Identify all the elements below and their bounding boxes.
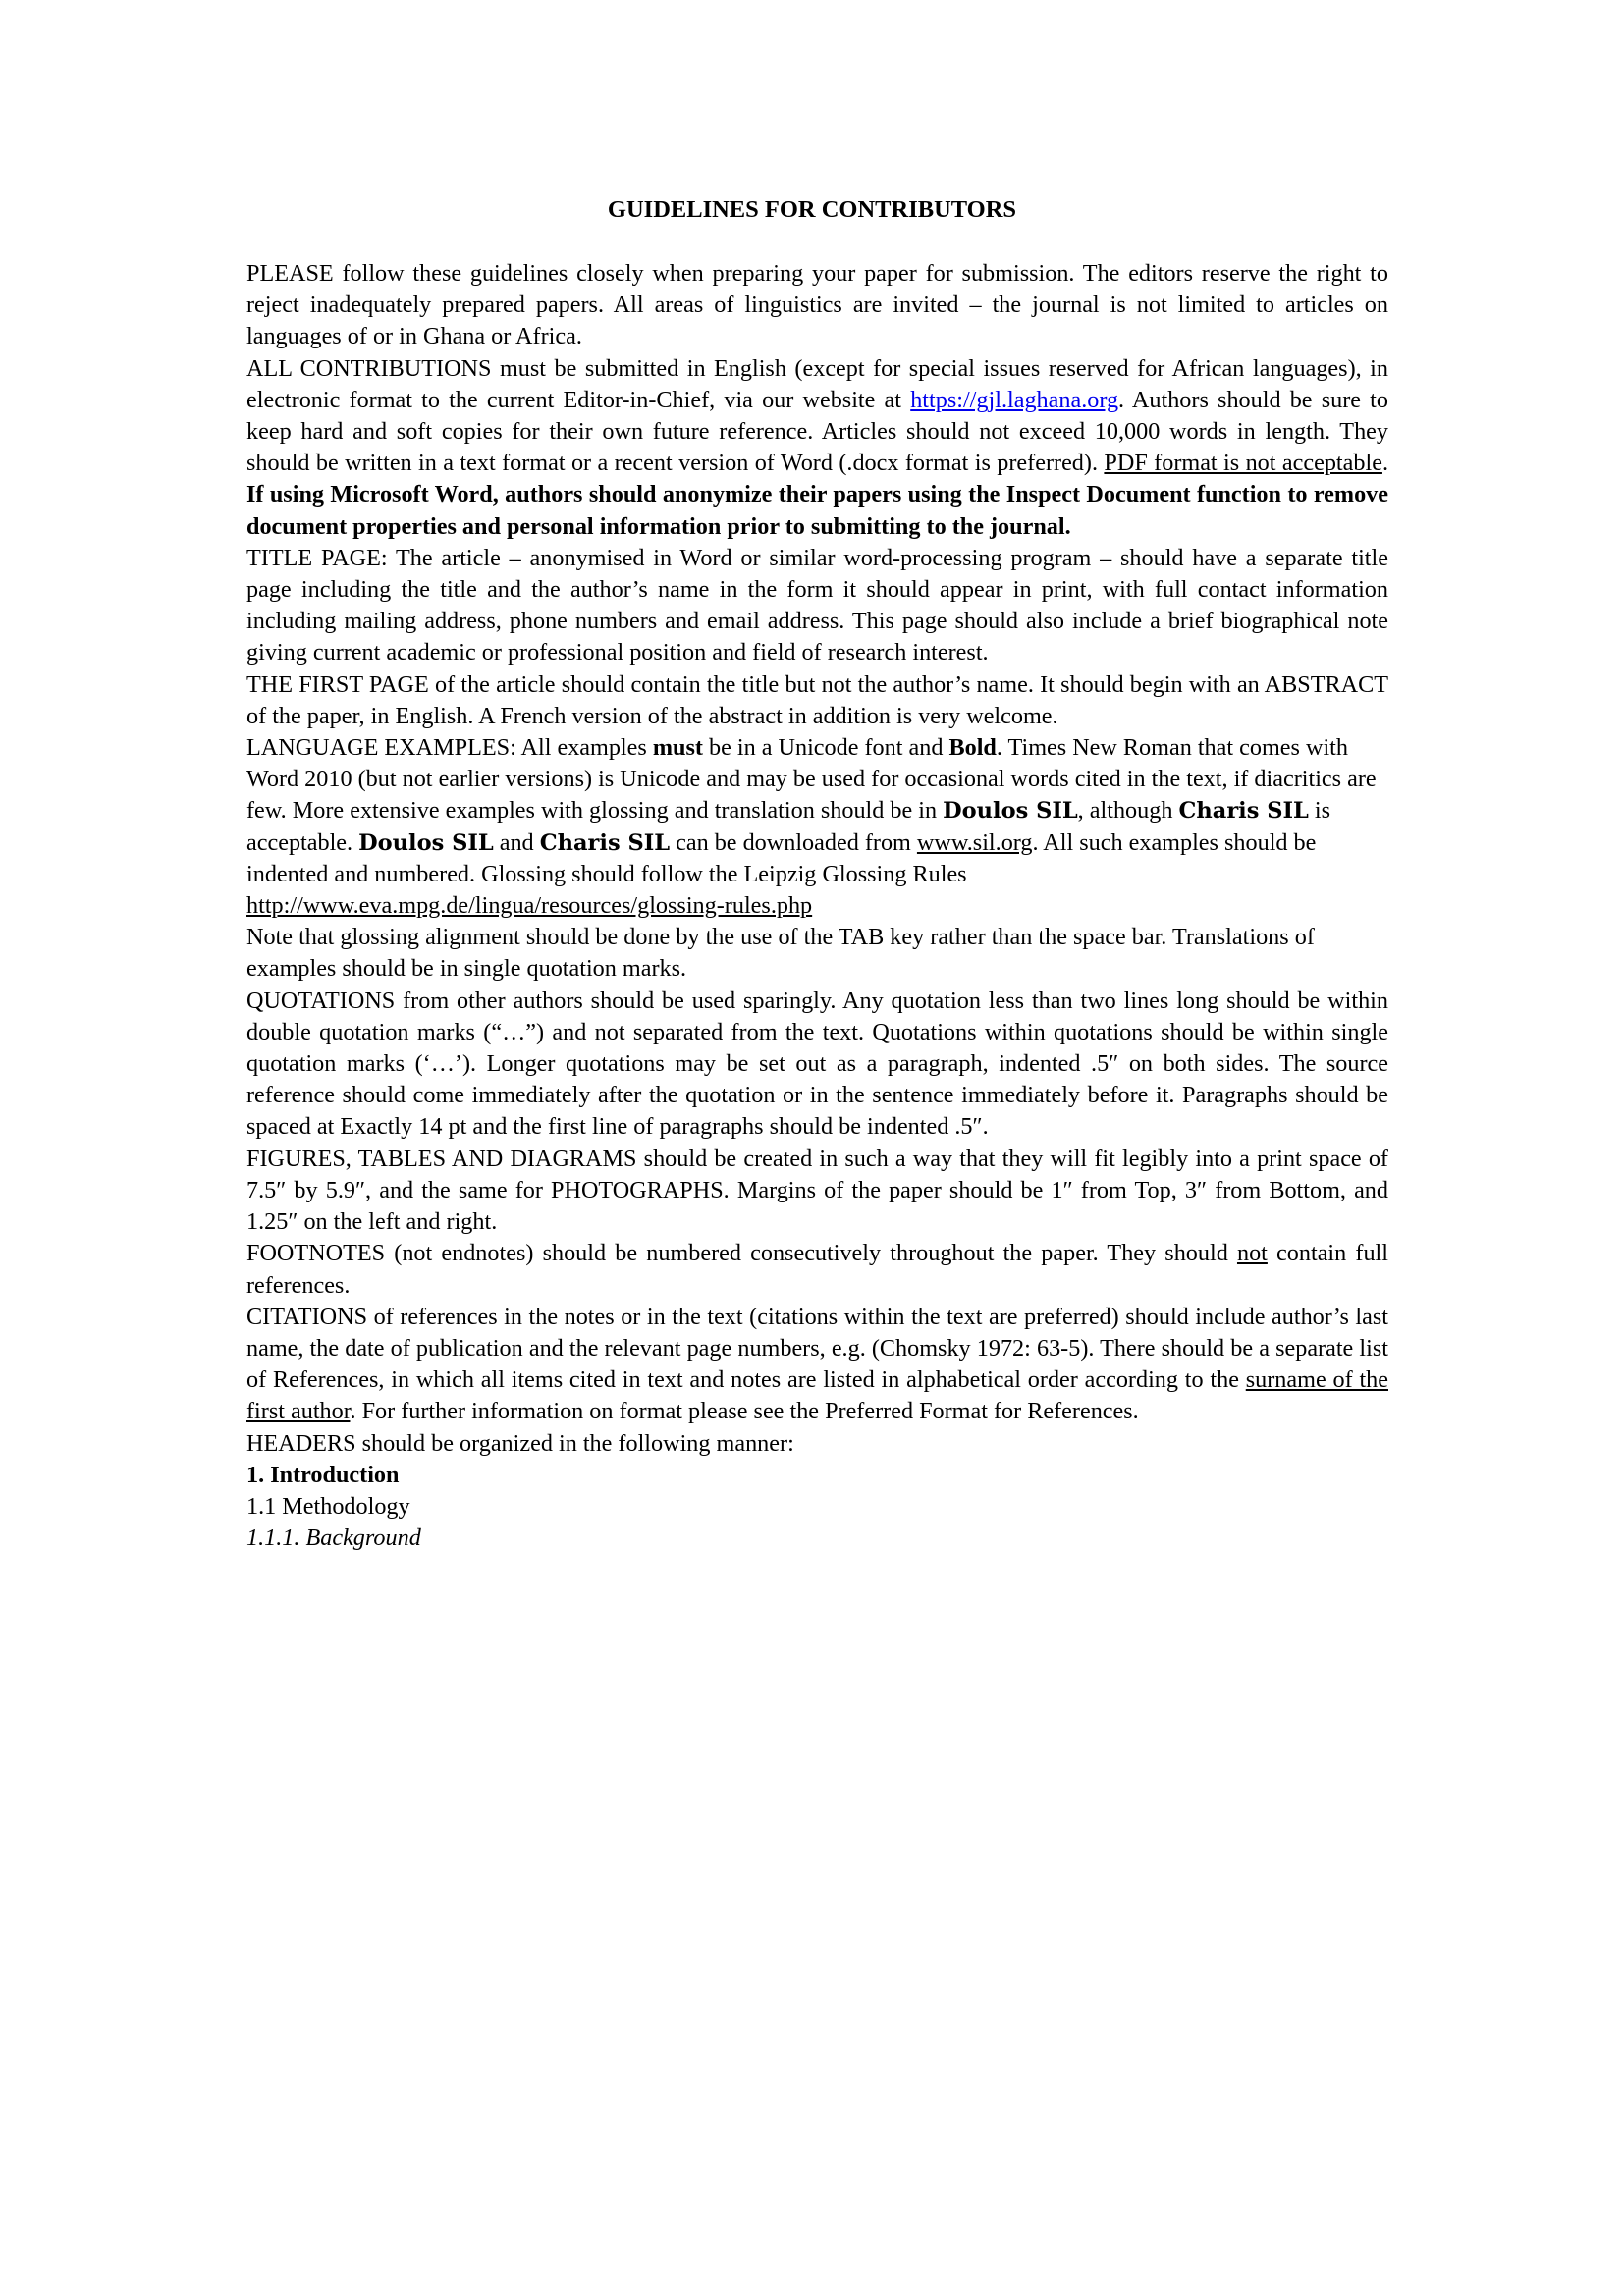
lang-text-7: can be downloaded from (670, 828, 917, 856)
surname-first-author: surname of the first author (246, 1366, 1388, 1425)
font-name-charis: Charis SIL (1178, 798, 1309, 825)
header-example-level-1-text: 1. Introduction (246, 1461, 400, 1488)
contributions-paragraph (246, 353, 1388, 543)
footnotes-text: FOOTNOTES (not endnotes) should be numbered consecutively throughout the paper. They should (246, 1240, 1237, 1267)
glossing-rules-link[interactable]: http://www.eva.mpg.de/lingua/resources/glossing-rules.php (246, 892, 813, 920)
citations-text-2: . For further information on format please see the Preferred Format for References. (350, 1398, 1139, 1425)
page-title: GUIDELINES FOR CONTRIBUTORS (607, 196, 1017, 223)
quotations-paragraph: QUOTATIONS from other authors should be used sparingly. Any quotation less than two lines long should be within double quotation marks (“…”) and not separated from the text. Quotations within quotations should be within single quotation marks (‘…’). Longer quotations may be set out as a paragraph, indented .5″ on both sides. The source reference should come immediately after the quotation or in the sentence immediately before it. Paragraphs should be spaced at Exactly 14 pt and the first line of paragraphs should be indented .5″. (246, 987, 1388, 1141)
lang-text-5: is acceptable. (246, 797, 1330, 856)
header-example-level-1 (246, 1460, 1388, 1491)
pdf-not-acceptable: PDF format is not acceptable (1104, 450, 1382, 477)
first-page-paragraph: THE FIRST PAGE of the article should contain the title but not the author’s name. It should begin with an ABSTRACT of the paper, in English. A French version of the abstract in addition is very welcome. (246, 670, 1388, 729)
headers-paragraph: HEADERS should be organized in the following manner: (246, 1429, 794, 1457)
font-name-doulos: Doulos SIL (943, 798, 1078, 825)
lang-must: must (652, 734, 703, 762)
lang-text-2: be in a Unicode font and (702, 734, 949, 762)
footnotes-paragraph (246, 1238, 1388, 1301)
header-example-level-3 (246, 1522, 1388, 1554)
tab-note-paragraph: Note that glossing alignment should be done by the use of the TAB key rather than the space bar. Translations of examples should be in single quotation marks. (246, 924, 1315, 983)
contributions-text-2: . Authors should be sure to keep hard and soft copies for their own future reference. Articles should not exceed 10,000 words in length. They should be written in a text format or a recent version of Word (.docx format is preferred). (246, 386, 1388, 477)
contributions-text: ALL CONTRIBUTIONS must be submitted in English (except for special issues reserved for African languages), in electronic format to the current Editor-in-Chief, via our website at (246, 354, 1388, 413)
contributions-text-3: . (1381, 450, 1388, 477)
sil-link[interactable]: www.sil.org (916, 828, 1033, 856)
language-examples-paragraph (246, 732, 1388, 922)
guidelines-body (246, 258, 1388, 1554)
lang-text-3: . Times New Roman that comes with Word 2010 (but not earlier versions) is Unicode and may be used for occasional words cited in the text, if diacritics are few. More extensive examples with glossing and translation should be in (246, 734, 1377, 825)
anonymize-notice: If using Microsoft Word, authors should anonymize their papers using the Inspect Document function to remove document properties and personal information prior to submitting to the journal. (246, 481, 1388, 540)
website-link[interactable]: https://gjl.laghana.org (910, 386, 1119, 413)
font-name-doulos-2: Doulos SIL (358, 829, 494, 856)
header-example-level-3-text: 1.1.1. Background (246, 1524, 421, 1552)
citations-text: CITATIONS of references in the notes or in the text (citations within the text are preferred) should include author’s last name, the date of publication and the relevant page numbers, e.g. (Chomsky 1972: 63-5). There should be a separate list of References, in which all items cited in text and notes are listed in alphabetical order according to the (246, 1303, 1388, 1394)
lang-text-8: . All such examples should be indented and numbered. Glossing should follow the Leipzig Glossing Rules (246, 828, 1317, 887)
title-page-paragraph: TITLE PAGE: The article – anonymised in Word or similar word-processing program – should have a separate title page including the title and the author’s name in the form it should appear in print, with full contact information including mailing address, phone numbers and email address. This page should also include a brief biographical note giving current academic or professional position and field of research interest. (246, 544, 1388, 667)
lang-bold: Bold (948, 734, 997, 762)
citations-paragraph (246, 1302, 1388, 1428)
please-paragraph: PLEASE follow these guidelines closely when preparing your paper for submission. The editors reserve the right to reject inadequately prepared papers. All areas of linguistics are invited – the journal is not limited to articles on languages of or in Ghana or Africa. (246, 260, 1388, 350)
footnotes-not: not (1236, 1240, 1268, 1267)
header-example-level-2: 1.1 Methodology (246, 1492, 410, 1520)
lang-text-6: and (493, 828, 540, 856)
lang-text-4: , although (1077, 797, 1179, 825)
font-name-charis-2: Charis SIL (539, 829, 671, 856)
figures-paragraph: FIGURES, TABLES AND DIAGRAMS should be created in such a way that they will fit legibly into a print space of 7.5″ by 5.9″, and the same for PHOTOGRAPHS. Margins of the paper should be 1″ from Top, 3″ from Bottom, and 1.25″ on the left and right. (246, 1145, 1388, 1236)
lang-text-1: LANGUAGE EXAMPLES: All examples (246, 734, 653, 762)
footnotes-text-2: contain full references. (246, 1240, 1388, 1299)
